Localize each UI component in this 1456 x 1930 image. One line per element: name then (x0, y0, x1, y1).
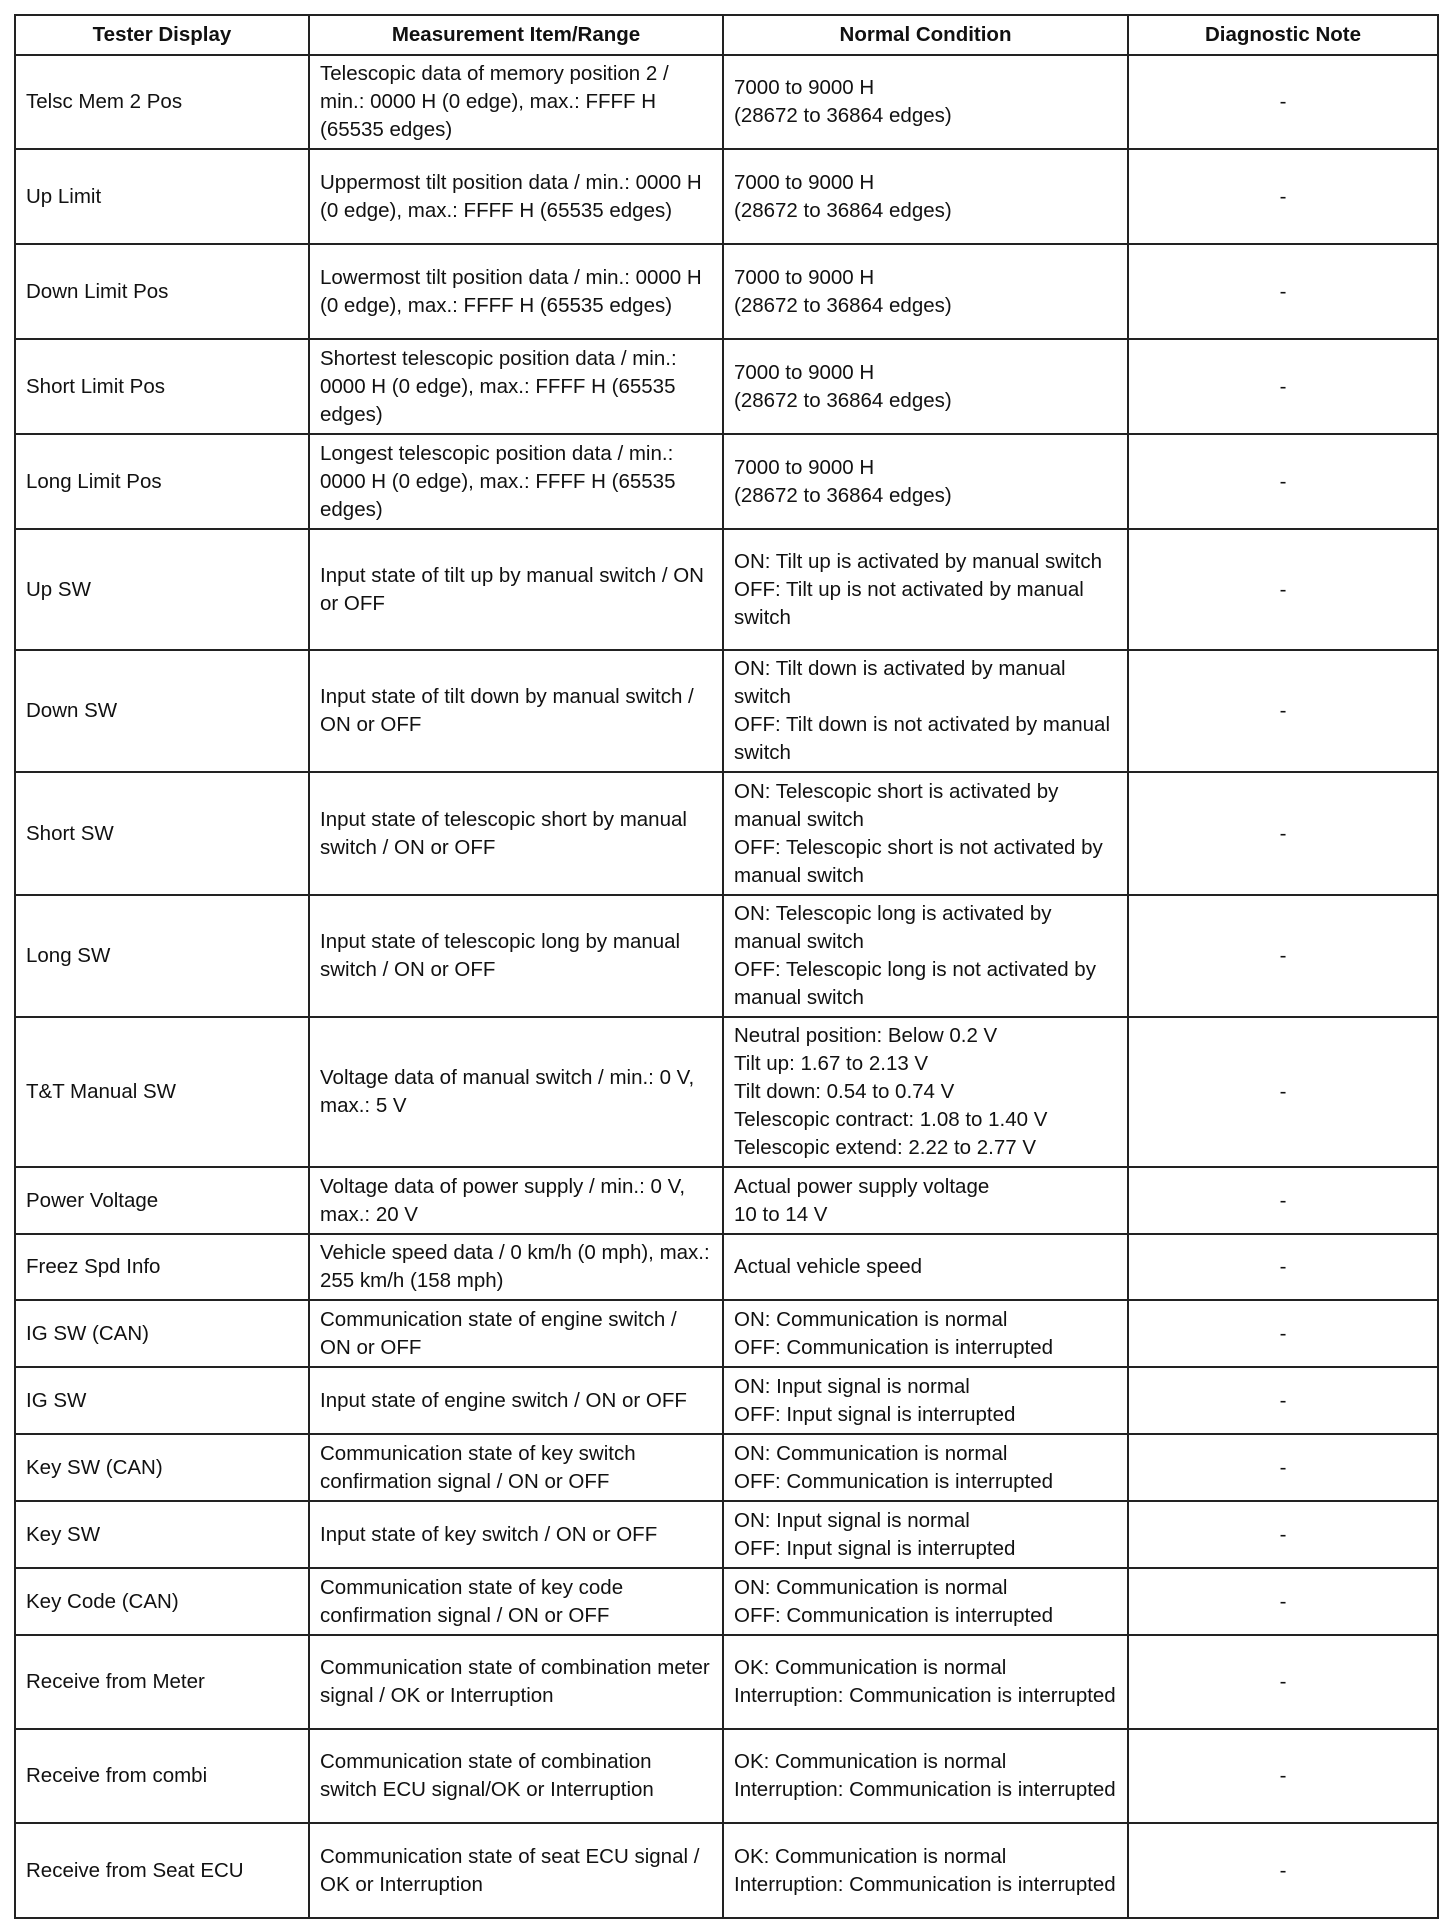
normal-condition-line: (28672 to 36864 edges) (734, 198, 952, 222)
cell-normal-condition (723, 529, 1128, 650)
cell-normal-condition (723, 895, 1128, 1017)
cell-diagnostic-note: - (1128, 1635, 1438, 1729)
table-header (15, 15, 1438, 55)
cell-measurement-item: Communication state of combination meter signal / OK or Interruption (309, 1635, 723, 1729)
normal-condition-line: ON: Communication is normal (734, 1575, 1008, 1599)
table-row (15, 1434, 1438, 1501)
cell-measurement-item: Voltage data of manual switch / min.: 0 V, max.: 5 V (309, 1017, 723, 1167)
cell-measurement-item: Communication state of seat ECU signal / OK or Interruption (309, 1823, 723, 1918)
normal-condition-line: OK: Communication is normal (734, 1750, 1007, 1773)
table-row (15, 55, 1438, 149)
normal-condition-line: 7000 to 9000 H (734, 265, 875, 289)
normal-condition-line: OFF: Input signal is interrupted (734, 1402, 1016, 1426)
normal-condition-line: 7000 to 9000 H (734, 76, 875, 99)
cell-diagnostic-note: - (1128, 1729, 1438, 1823)
cell-tester-display: Freez Spd Info (15, 1234, 309, 1300)
cell-diagnostic-note: - (1128, 1300, 1438, 1367)
cell-normal-condition (723, 1300, 1128, 1367)
normal-condition-line: 7000 to 9000 H (734, 455, 875, 479)
cell-measurement-item: Lowermost tilt position data / min.: 0000 H (0 edge), max.: FFFF H (65535 edges) (309, 244, 723, 339)
table-row (15, 1568, 1438, 1635)
cell-measurement-item: Communication state of engine switch / ON or OFF (309, 1300, 723, 1367)
cell-measurement-item: Input state of engine switch / ON or OFF (309, 1367, 723, 1434)
cell-tester-display: Receive from combi (15, 1729, 309, 1823)
normal-condition-line: Interruption: Communication is interrupted (734, 1778, 1116, 1801)
cell-tester-display: Down Limit Pos (15, 244, 309, 339)
normal-condition-line: OK: Communication is normal (734, 1844, 1007, 1868)
normal-condition-line: (28672 to 36864 edges) (734, 483, 952, 507)
table-row (15, 434, 1438, 529)
table-row (15, 1167, 1438, 1234)
cell-diagnostic-note: - (1128, 434, 1438, 529)
normal-condition-line: ON: Input signal is normal (734, 1508, 970, 1532)
cell-tester-display: Short SW (15, 772, 309, 895)
table-body (15, 55, 1438, 1918)
header-tester-display: Tester Display (15, 15, 309, 55)
cell-diagnostic-note: - (1128, 650, 1438, 772)
cell-diagnostic-note: - (1128, 1367, 1438, 1434)
table-row (15, 1367, 1438, 1434)
cell-normal-condition (723, 55, 1128, 149)
header-normal-condition: Normal Condition (723, 15, 1128, 55)
cell-diagnostic-note: - (1128, 149, 1438, 244)
cell-tester-display: Short Limit Pos (15, 339, 309, 434)
normal-condition-line: Tilt up: 1.67 to 2.13 V (734, 1052, 929, 1075)
cell-normal-condition (723, 1823, 1128, 1918)
cell-normal-condition (723, 1167, 1128, 1234)
table-row (15, 1017, 1438, 1167)
cell-tester-display: Key SW (15, 1501, 309, 1568)
normal-condition-line: OFF: Telescopic short is not activated by manual switch (734, 835, 1103, 887)
header-diagnostic-note: Diagnostic Note (1128, 15, 1438, 55)
cell-normal-condition (723, 339, 1128, 434)
cell-measurement-item: Input state of telescopic short by manual switch / ON or OFF (309, 772, 723, 895)
cell-measurement-item: Input state of tilt down by manual switch / ON or OFF (309, 650, 723, 772)
cell-normal-condition (723, 1568, 1128, 1635)
normal-condition-line: Telescopic contract: 1.08 to 1.40 V (734, 1108, 1048, 1131)
cell-tester-display: Down SW (15, 650, 309, 772)
table-row (15, 244, 1438, 339)
normal-condition-line: (28672 to 36864 edges) (734, 388, 952, 412)
normal-condition-line: Interruption: Communication is interrupted (734, 1684, 1116, 1707)
cell-diagnostic-note: - (1128, 244, 1438, 339)
normal-condition-line: ON: Input signal is normal (734, 1374, 970, 1398)
normal-condition-line: Neutral position: Below 0.2 V (734, 1024, 998, 1047)
table-row (15, 772, 1438, 895)
normal-condition-line: ON: Telescopic short is activated by manual switch (734, 779, 1059, 831)
table-row (15, 1635, 1438, 1729)
cell-normal-condition (723, 772, 1128, 895)
normal-condition-line: 10 to 14 V (734, 1202, 828, 1226)
normal-condition-line: Tilt down: 0.54 to 0.74 V (734, 1080, 955, 1103)
normal-condition-line: OK: Communication is normal (734, 1656, 1007, 1679)
cell-measurement-item: Voltage data of power supply / min.: 0 V, max.: 20 V (309, 1167, 723, 1234)
normal-condition-line: ON: Telescopic long is activated by manual switch (734, 902, 1052, 953)
cell-measurement-item: Input state of telescopic long by manual switch / ON or OFF (309, 895, 723, 1017)
cell-tester-display: Receive from Meter (15, 1635, 309, 1729)
table-row (15, 1501, 1438, 1568)
cell-diagnostic-note: - (1128, 1501, 1438, 1568)
cell-normal-condition (723, 1729, 1128, 1823)
cell-tester-display: Key Code (CAN) (15, 1568, 309, 1635)
cell-tester-display: Up SW (15, 529, 309, 650)
cell-normal-condition (723, 1434, 1128, 1501)
cell-measurement-item: Communication state of key switch confirmation signal / ON or OFF (309, 1434, 723, 1501)
normal-condition-line: Actual vehicle speed (734, 1255, 923, 1278)
cell-tester-display: Key SW (CAN) (15, 1434, 309, 1501)
data-list-table (14, 14, 1439, 1919)
normal-condition-line: 7000 to 9000 H (734, 360, 875, 384)
table-row (15, 1234, 1438, 1300)
cell-tester-display: Power Voltage (15, 1167, 309, 1234)
table-row (15, 1729, 1438, 1823)
table-row (15, 339, 1438, 434)
cell-diagnostic-note: - (1128, 339, 1438, 434)
normal-condition-line: Telescopic extend: 2.22 to 2.77 V (734, 1136, 1037, 1159)
cell-measurement-item: Telescopic data of memory position 2 / min.: 0000 H (0 edge), max.: FFFF H (65535 edges) (309, 55, 723, 149)
cell-measurement-item: Uppermost tilt position data / min.: 0000 H (0 edge), max.: FFFF H (65535 edges) (309, 149, 723, 244)
cell-diagnostic-note: - (1128, 1017, 1438, 1167)
normal-condition-line: (28672 to 36864 edges) (734, 104, 952, 127)
normal-condition-line: ON: Tilt down is activated by manual switch (734, 657, 1066, 708)
cell-diagnostic-note: - (1128, 529, 1438, 650)
cell-tester-display: Up Limit (15, 149, 309, 244)
cell-diagnostic-note: - (1128, 55, 1438, 149)
cell-normal-condition (723, 149, 1128, 244)
cell-measurement-item: Input state of key switch / ON or OFF (309, 1501, 723, 1568)
normal-condition-line: OFF: Communication is interrupted (734, 1335, 1054, 1359)
cell-measurement-item: Communication state of combination switch ECU signal/OK or Interruption (309, 1729, 723, 1823)
cell-measurement-item: Shortest telescopic position data / min.: 0000 H (0 edge), max.: FFFF H (65535 edges) (309, 339, 723, 434)
cell-normal-condition (723, 1234, 1128, 1300)
cell-diagnostic-note: - (1128, 1234, 1438, 1300)
cell-tester-display: IG SW (CAN) (15, 1300, 309, 1367)
cell-measurement-item: Longest telescopic position data / min.: 0000 H (0 edge), max.: FFFF H (65535 edges) (309, 434, 723, 529)
normal-condition-line: (28672 to 36864 edges) (734, 293, 952, 317)
table-row (15, 895, 1438, 1017)
header-row (15, 15, 1438, 55)
normal-condition-line: 7000 to 9000 H (734, 170, 875, 194)
cell-tester-display: Long SW (15, 895, 309, 1017)
cell-measurement-item: Input state of tilt up by manual switch / ON or OFF (309, 529, 723, 650)
normal-condition-line: ON: Tilt up is activated by manual switch (734, 549, 1103, 573)
cell-diagnostic-note: - (1128, 1823, 1438, 1918)
cell-tester-display: IG SW (15, 1367, 309, 1434)
cell-normal-condition (723, 244, 1128, 339)
normal-condition-line: OFF: Input signal is interrupted (734, 1536, 1016, 1560)
normal-condition-line: ON: Communication is normal (734, 1307, 1008, 1331)
cell-tester-display: Long Limit Pos (15, 434, 309, 529)
normal-condition-line: ON: Communication is normal (734, 1441, 1008, 1465)
cell-diagnostic-note: - (1128, 895, 1438, 1017)
cell-normal-condition (723, 1017, 1128, 1167)
cell-normal-condition (723, 1367, 1128, 1434)
normal-condition-line: OFF: Communication is interrupted (734, 1469, 1054, 1493)
normal-condition-line: OFF: Tilt down is not activated by manual switch (734, 713, 1110, 764)
cell-tester-display: T&T Manual SW (15, 1017, 309, 1167)
table-row (15, 1823, 1438, 1918)
cell-diagnostic-note: - (1128, 1568, 1438, 1635)
table-row (15, 529, 1438, 650)
cell-measurement-item: Communication state of key code confirmation signal / ON or OFF (309, 1568, 723, 1635)
cell-tester-display: Telsc Mem 2 Pos (15, 55, 309, 149)
normal-condition-line: Interruption: Communication is interrupted (734, 1872, 1116, 1896)
cell-diagnostic-note: - (1128, 1434, 1438, 1501)
cell-normal-condition (723, 1501, 1128, 1568)
cell-normal-condition (723, 434, 1128, 529)
table-row (15, 650, 1438, 772)
table-row (15, 1300, 1438, 1367)
normal-condition-line: OFF: Telescopic long is not activated by manual switch (734, 958, 1096, 1009)
normal-condition-line: Actual power supply voltage (734, 1174, 990, 1198)
cell-diagnostic-note: - (1128, 772, 1438, 895)
cell-measurement-item: Vehicle speed data / 0 km/h (0 mph), max.: 255 km/h (158 mph) (309, 1234, 723, 1300)
cell-tester-display: Receive from Seat ECU (15, 1823, 309, 1918)
header-measurement-item: Measurement Item/Range (309, 15, 723, 55)
table-row (15, 149, 1438, 244)
normal-condition-line: OFF: Communication is interrupted (734, 1603, 1054, 1627)
cell-diagnostic-note: - (1128, 1167, 1438, 1234)
cell-normal-condition (723, 650, 1128, 772)
normal-condition-line: OFF: Tilt up is not activated by manual switch (734, 577, 1084, 629)
cell-normal-condition (723, 1635, 1128, 1729)
